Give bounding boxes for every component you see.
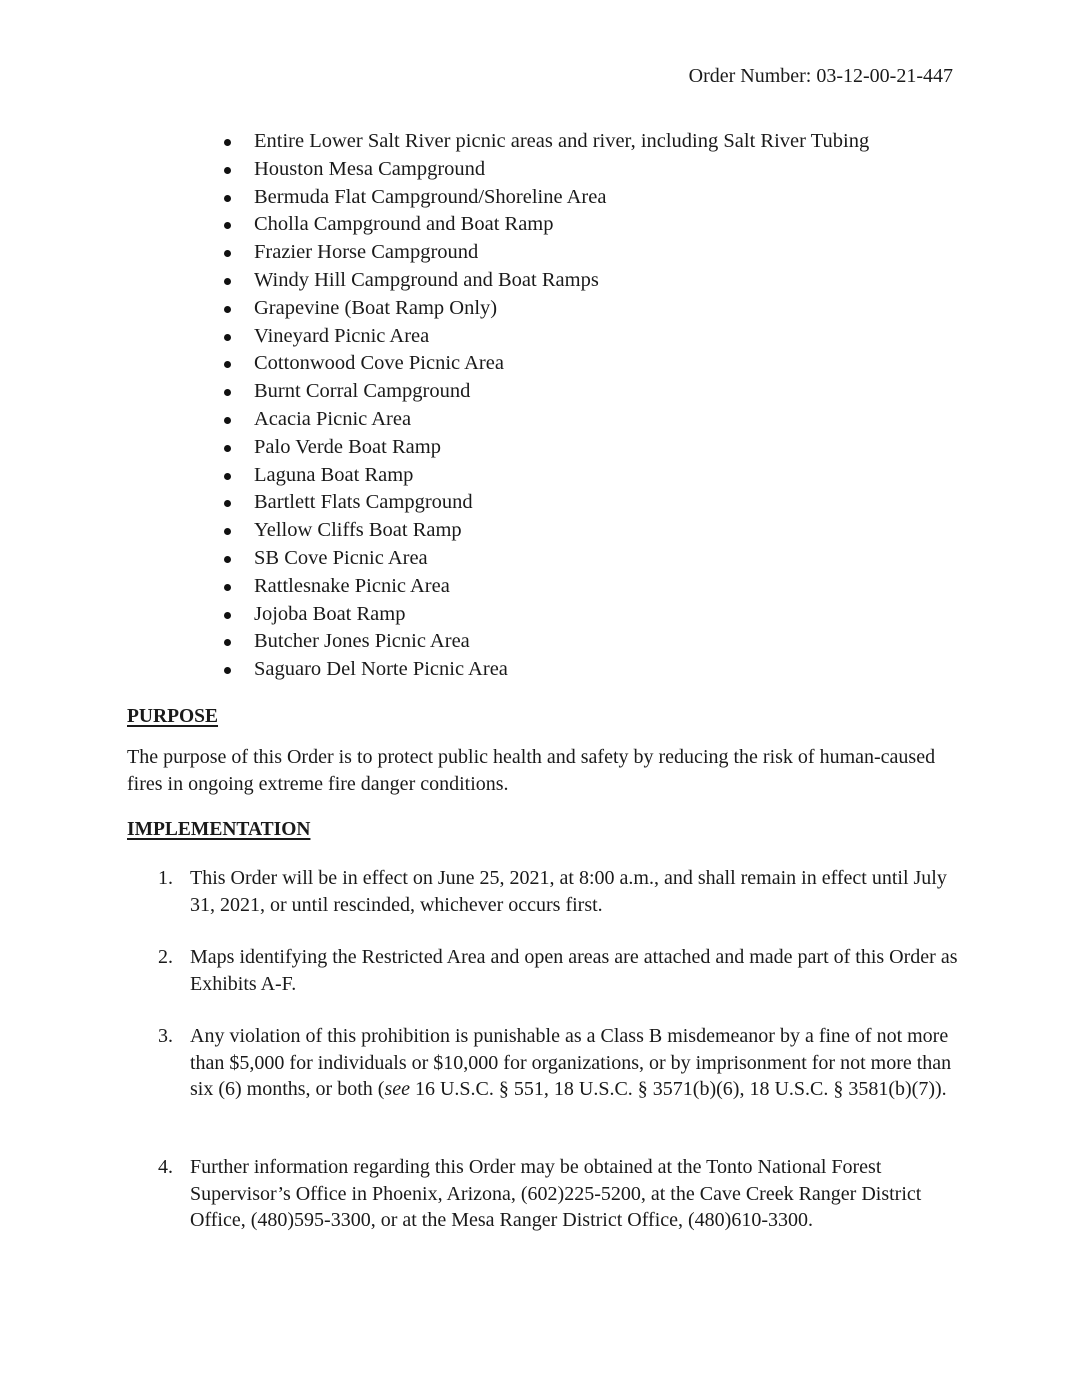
list-item	[222, 628, 869, 656]
bullet-icon	[224, 389, 231, 396]
item-number: 1.	[158, 867, 173, 889]
item-text-citations: 16 U.S.C. § 551, 18 U.S.C. § 3571(b)(6), 18 U.S.C. § 3581(b)(7)).	[409, 1078, 947, 1100]
bullet-icon	[224, 417, 231, 424]
bullet-icon	[224, 278, 231, 285]
order-number: Order Number: 03-12-00-21-447	[688, 65, 953, 87]
list-item	[222, 323, 869, 351]
list-item-text: Bermuda Flat Campground/Shoreline Area	[254, 185, 607, 208]
list-item	[222, 656, 869, 684]
bullet-icon	[224, 139, 231, 146]
list-item-text: Butcher Jones Picnic Area	[254, 630, 470, 653]
list-item	[222, 573, 869, 601]
item-text: Further information regarding this Order may be obtained at the Tonto National Forest Supervisor’s Office in Phoenix, Arizona, (602)225-5200, at the Cave Creek Ranger District Office, (480)595-3300, or at the Mesa Ranger District Office, (480)610-3300.	[190, 1156, 922, 1231]
bullet-icon	[224, 361, 231, 368]
list-item-text: Bartlett Flats Campground	[254, 491, 473, 514]
bullet-icon	[224, 334, 231, 341]
list-item-text: Rattlesnake Picnic Area	[254, 574, 450, 597]
bullet-icon	[224, 528, 231, 535]
list-item-text: Windy Hill Campground and Boat Ramps	[254, 268, 599, 291]
list-item-text: Yellow Cliffs Boat Ramp	[254, 519, 462, 542]
list-item-text: Cholla Campground and Boat Ramp	[254, 213, 554, 236]
item-text: This Order will be in effect on June 25, 2021, at 8:00 a.m., and shall remain in effect until July 31, 2021, or until rescinded, whichever occurs first.	[190, 867, 947, 916]
list-item	[222, 462, 869, 490]
bullet-icon	[224, 167, 231, 174]
bullet-icon	[224, 195, 231, 202]
list-item	[222, 211, 869, 239]
list-item-text: Entire Lower Salt River picnic areas and river, including Salt River Tubing	[254, 130, 870, 152]
list-item	[222, 545, 869, 573]
list-item	[222, 184, 869, 212]
list-item-text: Jojoba Boat Ramp	[254, 602, 406, 625]
bullet-icon	[224, 556, 231, 563]
bullet-icon	[224, 667, 231, 674]
implementation-heading: IMPLEMENTATION	[127, 819, 311, 840]
list-item-text: Vineyard Picnic Area	[254, 324, 430, 347]
list-item	[222, 239, 869, 267]
item-number: 3.	[158, 1025, 173, 1047]
see-citation-signal: see	[384, 1078, 410, 1100]
closed-areas-list	[222, 128, 869, 684]
bullet-icon	[224, 639, 231, 646]
bullet-icon	[224, 250, 231, 257]
list-item-text: Saguaro Del Norte Picnic Area	[254, 658, 508, 681]
bullet-icon	[224, 584, 231, 591]
item-text	[190, 1023, 960, 1103]
list-item	[222, 406, 869, 434]
bullet-icon	[224, 306, 231, 313]
item-text: Maps identifying the Restricted Area and open areas are attached and made part of this Order as Exhibits A-F.	[190, 946, 958, 995]
list-item	[222, 489, 869, 517]
list-item-text: SB Cove Picnic Area	[254, 546, 428, 569]
list-item-text: Laguna Boat Ramp	[254, 463, 414, 486]
list-item	[222, 295, 869, 323]
item-number: 4.	[158, 1156, 173, 1178]
item-number: 2.	[158, 946, 173, 968]
list-item	[222, 434, 869, 462]
bullet-icon	[224, 500, 231, 507]
list-item-text: Grapevine (Boat Ramp Only)	[254, 296, 498, 319]
list-item	[222, 601, 869, 629]
list-item-text: Palo Verde Boat Ramp	[254, 435, 441, 458]
list-item	[222, 378, 869, 406]
purpose-text: The purpose of this Order is to protect public health and safety by reducing the risk of human-caused fires in ongoing extreme fire danger conditions.	[127, 746, 936, 795]
list-item	[222, 267, 869, 295]
purpose-heading: PURPOSE	[127, 706, 219, 727]
list-item	[222, 156, 869, 184]
bullet-icon	[224, 445, 231, 452]
bullet-icon	[224, 473, 231, 480]
list-item	[222, 517, 869, 545]
list-item-text: Frazier Horse Campground	[254, 241, 479, 264]
list-item-text: Cottonwood Cove Picnic Area	[254, 352, 504, 375]
list-item	[222, 350, 869, 378]
bullet-icon	[224, 612, 231, 619]
item-text-main: Any violation of this prohibition is punishable as a Class B misdemeanor by a fine of not more than $5,000 for individuals or $10,000 for organizations, or by imprisonment for not more than six (6) months, or both (	[190, 1025, 952, 1100]
list-item-text: Acacia Picnic Area	[254, 407, 412, 430]
bullet-icon	[224, 222, 231, 229]
list-item-text: Burnt Corral Campground	[254, 380, 471, 403]
list-item-text: Houston Mesa Campground	[254, 157, 486, 180]
list-item	[222, 128, 869, 156]
